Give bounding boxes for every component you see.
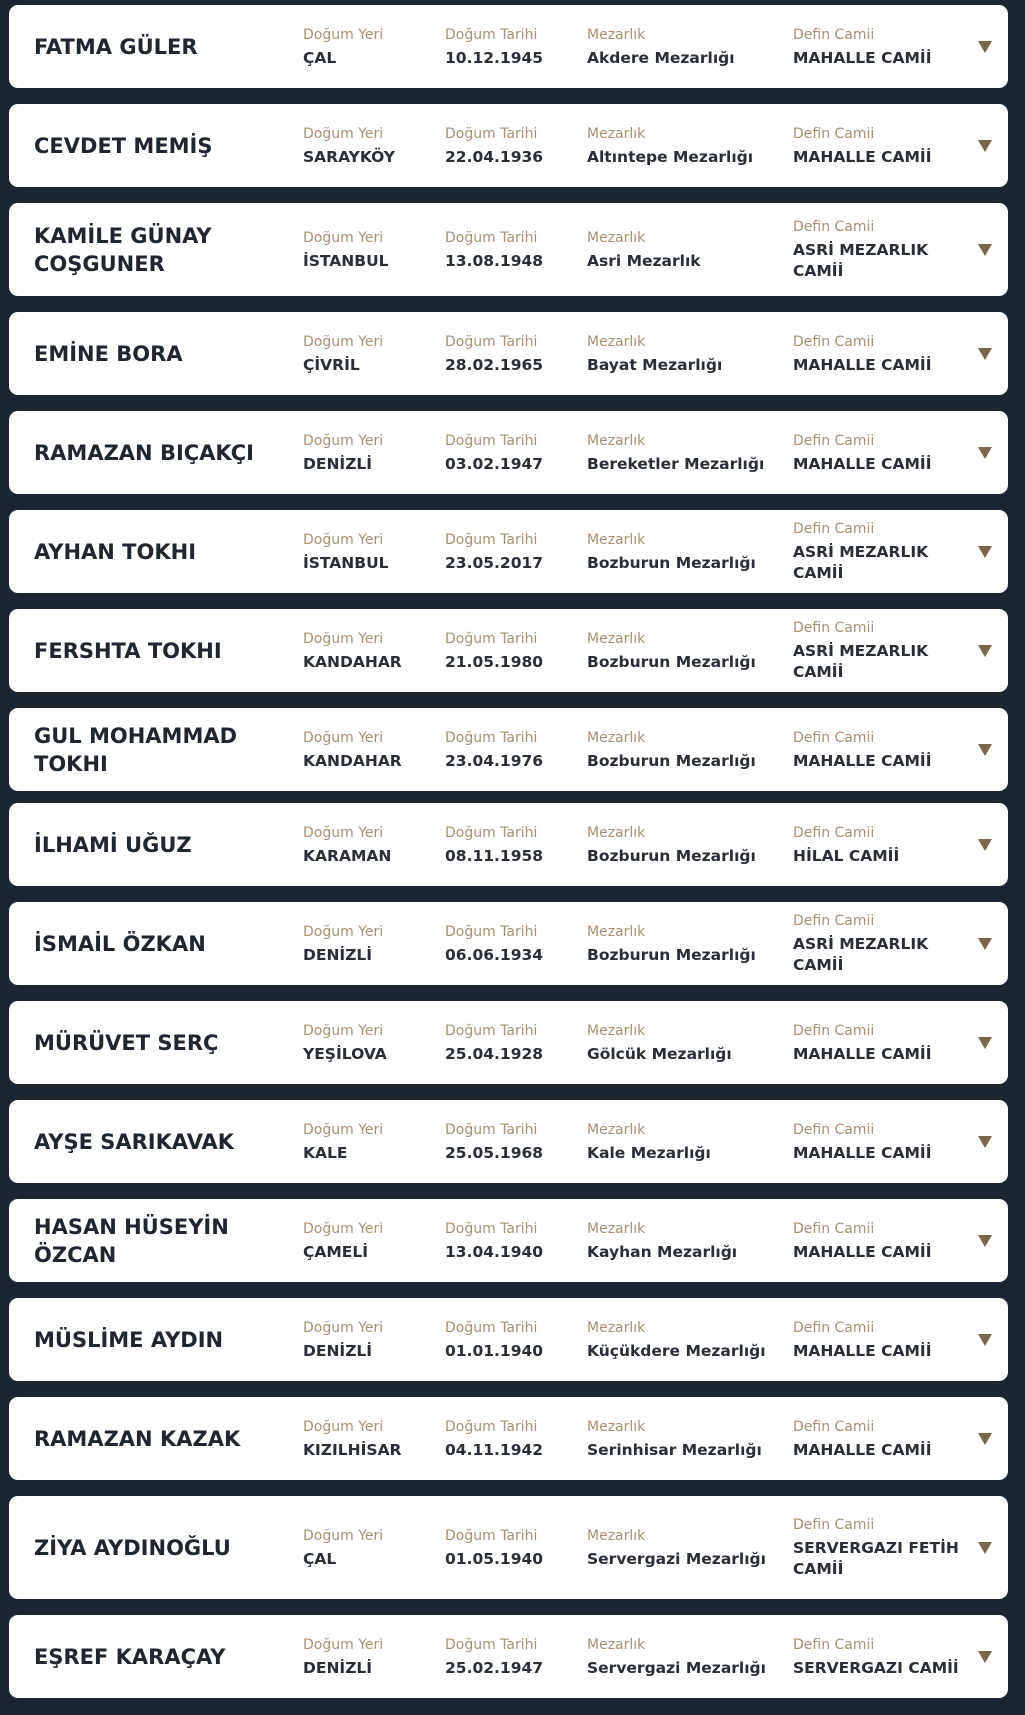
cemetery-label: Mezarlık <box>587 1527 646 1544</box>
birthdate-label: Doğum Tarihi <box>445 531 538 548</box>
birthplace-label: Doğum Yeri <box>303 824 384 841</box>
cemetery-value: Bozburun Mezarlığı <box>587 553 756 572</box>
deceased-name: EMİNE BORA <box>34 341 183 366</box>
birthplace-label: Doğum Yeri <box>303 531 384 548</box>
birthplace-value: KANDAHAR <box>303 751 402 770</box>
deceased-name: RAMAZAN BIÇAKÇI <box>34 440 254 465</box>
mosque-label: Defin Camii <box>793 26 875 43</box>
expand-caret-icon[interactable] <box>978 938 992 950</box>
birthplace-value: İSTANBUL <box>303 553 389 572</box>
birthdate-value: 25.04.1928 <box>445 1044 544 1063</box>
list-item[interactable] <box>9 510 1008 593</box>
birthplace-label: Doğum Yeri <box>303 125 384 142</box>
mosque-label: Defin Camii <box>793 1517 875 1533</box>
expand-caret-icon[interactable] <box>978 1433 992 1445</box>
cemetery-label: Mezarlık <box>587 1636 646 1653</box>
birthdate-label: Doğum Tarihi <box>445 1319 538 1336</box>
mosque-value: ASRİ MEZARLIK CAMİİ <box>793 543 929 582</box>
cemetery-value: Bozburun Mezarlığı <box>587 846 756 865</box>
birthdate-label: Doğum Tarihi <box>445 333 538 350</box>
expand-caret-icon[interactable] <box>978 348 992 360</box>
birthdate-label: Doğum Tarihi <box>445 1121 538 1138</box>
birthplace-value: ÇAMELİ <box>303 1242 369 1261</box>
birthdate-value: 23.04.1976 <box>445 751 544 770</box>
deceased-name: FERSHTA TOKHI <box>34 638 222 663</box>
deceased-name: MÜSLİME AYDIN <box>34 1327 224 1352</box>
expand-caret-icon[interactable] <box>978 1651 992 1663</box>
cemetery-label: Mezarlık <box>587 26 646 43</box>
list-item[interactable] <box>9 411 1008 494</box>
list-item[interactable] <box>9 902 1008 985</box>
list-item[interactable] <box>9 609 1008 692</box>
cemetery-value: Serinhisar Mezarlığı <box>587 1440 762 1459</box>
cemetery-label: Mezarlık <box>587 630 646 647</box>
birthplace-label: Doğum Yeri <box>303 1220 384 1237</box>
mosque-label: Defin Camii <box>793 521 875 537</box>
birthplace-value: DENİZLİ <box>303 454 373 473</box>
birthplace-label: Doğum Yeri <box>303 333 384 350</box>
cemetery-value: Kale Mezarlığı <box>587 1143 711 1162</box>
cemetery-value: Servergazi Mezarlığı <box>587 1658 766 1677</box>
cemetery-label: Mezarlık <box>587 1418 646 1435</box>
cemetery-value: Bozburun Mezarlığı <box>587 652 756 671</box>
expand-caret-icon[interactable] <box>978 744 992 756</box>
birthdate-value: 04.11.1942 <box>445 1440 544 1459</box>
deceased-name: MÜRÜVET SERÇ <box>34 1030 219 1055</box>
birthplace-value: DENİZLİ <box>303 1341 373 1360</box>
deceased-name: RAMAZAN KAZAK <box>34 1426 241 1451</box>
birthdate-value: 01.05.1940 <box>445 1549 544 1568</box>
cemetery-value: Servergazi Mezarlığı <box>587 1549 766 1568</box>
deceased-name: İLHAMİ UĞUZ <box>34 832 192 857</box>
birthdate-label: Doğum Tarihi <box>445 26 538 43</box>
deceased-name: AYŞE SARIKAVAK <box>34 1129 235 1154</box>
list-item[interactable] <box>9 1199 1008 1282</box>
list-item[interactable] <box>9 1001 1008 1084</box>
mosque-label: Defin Camii <box>793 333 875 350</box>
mosque-value: MAHALLE CAMİİ <box>793 751 932 770</box>
cemetery-label: Mezarlık <box>587 333 646 350</box>
mosque-label: Defin Camii <box>793 1220 875 1237</box>
list-item[interactable] <box>9 1496 1008 1599</box>
birthplace-label: Doğum Yeri <box>303 432 384 449</box>
birthplace-value: ÇİVRİL <box>303 355 360 374</box>
birthplace-value: KANDAHAR <box>303 652 402 671</box>
list-item[interactable] <box>9 312 1008 395</box>
expand-caret-icon[interactable] <box>978 1334 992 1346</box>
birthplace-value: DENİZLİ <box>303 945 373 964</box>
birthdate-value: 21.05.1980 <box>445 652 544 671</box>
deceased-name: FATMA GÜLER <box>34 34 198 59</box>
cemetery-label: Mezarlık <box>587 432 646 449</box>
cemetery-value: Kayhan Mezarlığı <box>587 1242 738 1261</box>
list-item[interactable] <box>9 1397 1008 1480</box>
deceased-name: EŞREF KARAÇAY <box>34 1644 226 1669</box>
birthdate-label: Doğum Tarihi <box>445 432 538 449</box>
mosque-label: Defin Camii <box>793 1121 875 1138</box>
mosque-value: MAHALLE CAMİİ <box>793 1242 932 1261</box>
birthplace-label: Doğum Yeri <box>303 729 384 746</box>
list-item[interactable] <box>9 104 1008 187</box>
deceased-name: ZİYA AYDINOĞLU <box>34 1535 231 1560</box>
cemetery-label: Mezarlık <box>587 1220 646 1237</box>
birthplace-label: Doğum Yeri <box>303 1121 384 1138</box>
birthdate-value: 25.05.1968 <box>445 1143 544 1162</box>
deceased-name: GUL MOHAMMAD TOKHI <box>34 723 238 776</box>
mosque-value: ASRİ MEZARLIK CAMİİ <box>793 642 929 681</box>
list-item[interactable] <box>9 1615 1008 1698</box>
expand-caret-icon[interactable] <box>978 839 992 851</box>
cemetery-label: Mezarlık <box>587 1022 646 1039</box>
list-item[interactable] <box>9 803 1008 886</box>
mosque-label: Defin Camii <box>793 913 875 929</box>
mosque-value: MAHALLE CAMİİ <box>793 1341 932 1360</box>
mosque-value: SERVERGAZI FETİH CAMİİ <box>793 1539 959 1578</box>
cemetery-label: Mezarlık <box>587 1121 646 1138</box>
birthdate-value: 13.04.1940 <box>445 1242 544 1261</box>
mosque-label: Defin Camii <box>793 1319 875 1336</box>
birthdate-value: 08.11.1958 <box>445 846 544 865</box>
list-item[interactable] <box>9 5 1008 88</box>
birthdate-label: Doğum Tarihi <box>445 729 538 746</box>
cemetery-value: Bayat Mezarlığı <box>587 355 723 374</box>
expand-caret-icon[interactable] <box>978 244 992 256</box>
birthdate-label: Doğum Tarihi <box>445 1022 538 1039</box>
expand-caret-icon[interactable] <box>978 1037 992 1049</box>
birthdate-value: 25.02.1947 <box>445 1658 544 1677</box>
mosque-label: Defin Camii <box>793 1022 875 1039</box>
deceased-name: AYHAN TOKHI <box>34 539 197 564</box>
expand-caret-icon[interactable] <box>978 1235 992 1247</box>
birthdate-label: Doğum Tarihi <box>445 1527 538 1544</box>
birthplace-value: KARAMAN <box>303 846 392 865</box>
expand-caret-icon[interactable] <box>978 140 992 152</box>
birthdate-label: Doğum Tarihi <box>445 229 538 246</box>
cemetery-label: Mezarlık <box>587 229 646 246</box>
mosque-value: ASRİ MEZARLIK CAMİİ <box>793 241 929 280</box>
birthdate-value: 23.05.2017 <box>445 553 544 572</box>
list-item[interactable] <box>9 1100 1008 1183</box>
mosque-value: SERVERGAZI CAMİİ <box>793 1658 959 1677</box>
list-item[interactable] <box>9 203 1008 296</box>
cemetery-label: Mezarlık <box>587 1319 646 1336</box>
birthplace-label: Doğum Yeri <box>303 923 384 940</box>
cemetery-value: Bozburun Mezarlığı <box>587 945 756 964</box>
mosque-value: MAHALLE CAMİİ <box>793 1143 932 1162</box>
birthplace-value: ÇAL <box>303 48 337 67</box>
birthplace-label: Doğum Yeri <box>303 630 384 647</box>
cemetery-label: Mezarlık <box>587 923 646 940</box>
mosque-label: Defin Camii <box>793 219 875 235</box>
birthplace-label: Doğum Yeri <box>303 1319 384 1336</box>
expand-caret-icon[interactable] <box>978 1136 992 1148</box>
expand-caret-icon[interactable] <box>978 645 992 657</box>
cemetery-value: Asri Mezarlık <box>587 251 701 270</box>
expand-caret-icon[interactable] <box>978 546 992 558</box>
cemetery-value: Bozburun Mezarlığı <box>587 751 756 770</box>
expand-caret-icon[interactable] <box>978 41 992 53</box>
birthplace-label: Doğum Yeri <box>303 1022 384 1039</box>
mosque-label: Defin Camii <box>793 824 875 841</box>
birthdate-value: 13.08.1948 <box>445 251 544 270</box>
birthdate-value: 22.04.1936 <box>445 147 544 166</box>
birthplace-label: Doğum Yeri <box>303 229 384 246</box>
birthplace-value: YEŞİLOVA <box>303 1044 387 1063</box>
cemetery-label: Mezarlık <box>587 824 646 841</box>
birthdate-value: 06.06.1934 <box>445 945 544 964</box>
mosque-label: Defin Camii <box>793 432 875 449</box>
birthdate-value: 28.02.1965 <box>445 355 544 374</box>
birthplace-value: KIZILHİSAR <box>303 1440 402 1459</box>
birthdate-label: Doğum Tarihi <box>445 923 538 940</box>
deceased-name: KAMİLE GÜNAY COŞGUNER <box>34 223 212 276</box>
cemetery-value: Gölcük Mezarlığı <box>587 1044 732 1063</box>
birthplace-label: Doğum Yeri <box>303 1636 384 1653</box>
mosque-label: Defin Camii <box>793 125 875 142</box>
birthplace-label: Doğum Yeri <box>303 26 384 43</box>
birthplace-label: Doğum Yeri <box>303 1418 384 1435</box>
cemetery-value: Akdere Mezarlığı <box>587 48 735 67</box>
birthplace-value: İSTANBUL <box>303 251 389 270</box>
birthplace-label: Doğum Yeri <box>303 1527 384 1544</box>
mosque-value: HİLAL CAMİİ <box>793 846 900 865</box>
expand-caret-icon[interactable] <box>978 1542 992 1554</box>
mosque-label: Defin Camii <box>793 729 875 746</box>
cemetery-label: Mezarlık <box>587 729 646 746</box>
list-item[interactable] <box>9 1298 1008 1381</box>
expand-caret-icon[interactable] <box>978 447 992 459</box>
mosque-value: MAHALLE CAMİİ <box>793 147 932 166</box>
birthdate-label: Doğum Tarihi <box>445 630 538 647</box>
mosque-label: Defin Camii <box>793 1418 875 1435</box>
mosque-value: ASRİ MEZARLIK CAMİİ <box>793 935 929 974</box>
cemetery-value: Altıntepe Mezarlığı <box>587 147 754 166</box>
mosque-value: MAHALLE CAMİİ <box>793 1044 932 1063</box>
birthdate-label: Doğum Tarihi <box>445 1418 538 1435</box>
birthdate-value: 10.12.1945 <box>445 48 544 67</box>
cemetery-label: Mezarlık <box>587 531 646 548</box>
mosque-label: Defin Camii <box>793 1636 875 1653</box>
birthdate-value: 01.01.1940 <box>445 1341 544 1360</box>
mosque-value: MAHALLE CAMİİ <box>793 1440 932 1459</box>
birthdate-label: Doğum Tarihi <box>445 125 538 142</box>
cemetery-value: Küçükdere Mezarlığı <box>587 1341 766 1360</box>
birthplace-value: KALE <box>303 1143 348 1162</box>
birthplace-value: SARAYKÖY <box>303 147 395 166</box>
cemetery-label: Mezarlık <box>587 125 646 142</box>
mosque-label: Defin Camii <box>793 620 875 636</box>
birthdate-label: Doğum Tarihi <box>445 1636 538 1653</box>
mosque-value: MAHALLE CAMİİ <box>793 454 932 473</box>
deceased-name: İSMAİL ÖZKAN <box>34 931 206 956</box>
birthplace-value: ÇAL <box>303 1549 337 1568</box>
cemetery-value: Bereketler Mezarlığı <box>587 454 765 473</box>
birthdate-value: 03.02.1947 <box>445 454 544 473</box>
list-item[interactable] <box>9 708 1008 791</box>
mosque-value: MAHALLE CAMİİ <box>793 355 932 374</box>
deceased-name: HASAN HÜSEYİN ÖZCAN <box>34 1214 229 1267</box>
birthdate-label: Doğum Tarihi <box>445 1220 538 1237</box>
deceased-name: CEVDET MEMİŞ <box>34 133 213 158</box>
birthplace-value: DENİZLİ <box>303 1658 373 1677</box>
birthdate-label: Doğum Tarihi <box>445 824 538 841</box>
mosque-value: MAHALLE CAMİİ <box>793 48 932 67</box>
